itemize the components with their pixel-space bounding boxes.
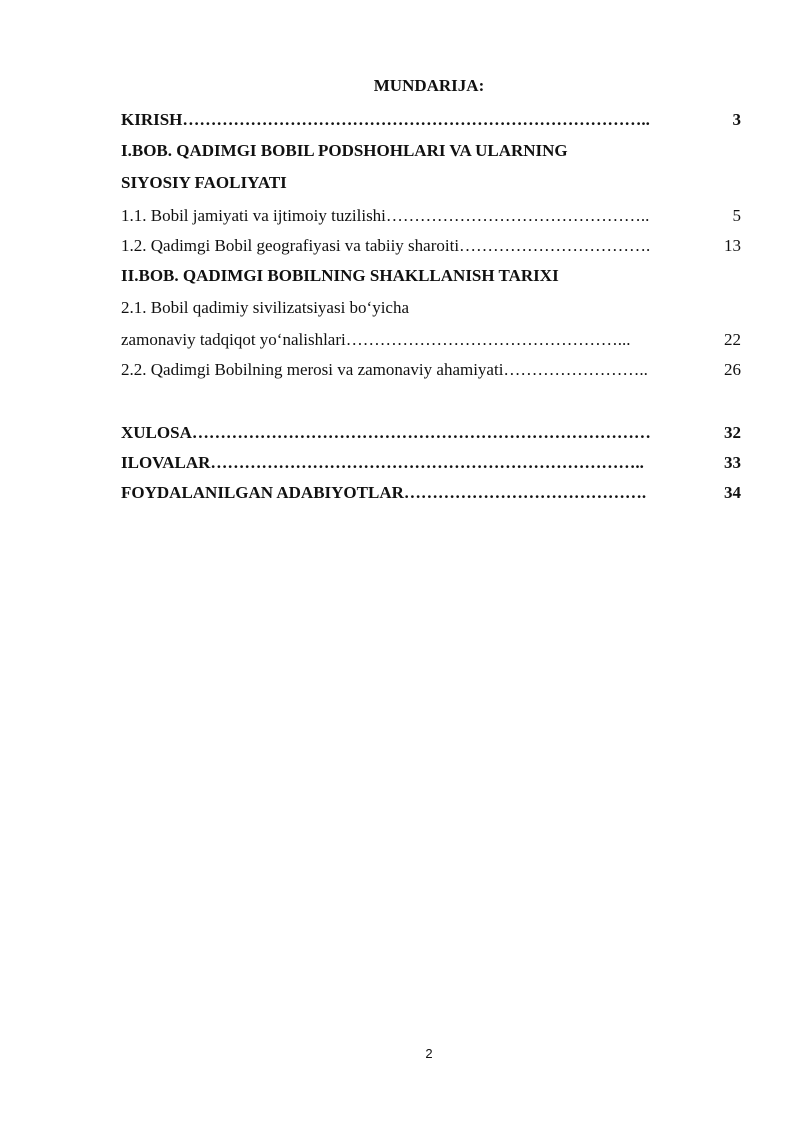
toc-entry-page: 32 [724,423,741,442]
toc-entry-adabiyotlar [121,481,741,505]
toc-entry-kirish [121,108,741,132]
toc-entry-label: 1.1. Bobil jamiyati va ijtimoiy tuzilishi……………………………………….. [121,206,650,225]
toc-entry-xulosa [121,421,741,445]
toc-entry-page: 5 [732,206,741,225]
toc-entry-label: XULOSA……………………………………………………………………… [121,423,651,442]
toc-entry-2-2 [121,358,741,382]
toc-entry-page: 26 [724,360,741,379]
chapter-1-heading-line2: SIYOSIY FAOLIYATI [121,173,287,192]
chapter-1-heading-line1: I.BOB. QADIMGI BOBIL PODSHOHLARI VA ULARNING [121,141,568,160]
toc-entry-2-1-line1: 2.1. Bobil qadimiy sivilizatsiyasi bo‘yicha [121,298,410,317]
toc-entry-label: FOYDALANILGAN ADABIYOTLAR……………………………………. [121,483,647,502]
toc-entry-label: 1.2. Qadimgi Bobil geografiyasi va tabiiy sharoiti……………………………. [121,236,651,255]
toc-entry-label: KIRISH……………………………………………………………………….. [121,110,650,129]
toc-entry-page: 34 [724,483,741,502]
toc-entry-ilovalar [121,451,741,475]
toc-title: MUNDARIJA: [373,76,485,95]
toc-entry-page: 22 [724,330,741,349]
toc-entry-page: 33 [724,453,741,472]
toc-entry-label: zamonaviy tadqiqot yo‘nalishlari…………………………………………... [121,330,631,349]
toc-entry-1-1 [121,204,741,228]
toc-entry-2-1 [121,328,741,352]
page-number: 2 [425,1046,433,1061]
toc-entry-label: 2.2. Qadimgi Bobilning merosi va zamonaviy ahamiyati…………………….. [121,360,648,379]
toc-entry-page: 13 [724,236,741,255]
toc-entry-1-2 [121,234,741,258]
toc-entry-page: 3 [732,110,741,129]
chapter-2-heading: II.BOB. QADIMGI BOBILNING SHAKLLANISH TARIXI [121,266,559,285]
toc-entry-label: ILOVALAR………………………………………………………………….. [121,453,644,472]
